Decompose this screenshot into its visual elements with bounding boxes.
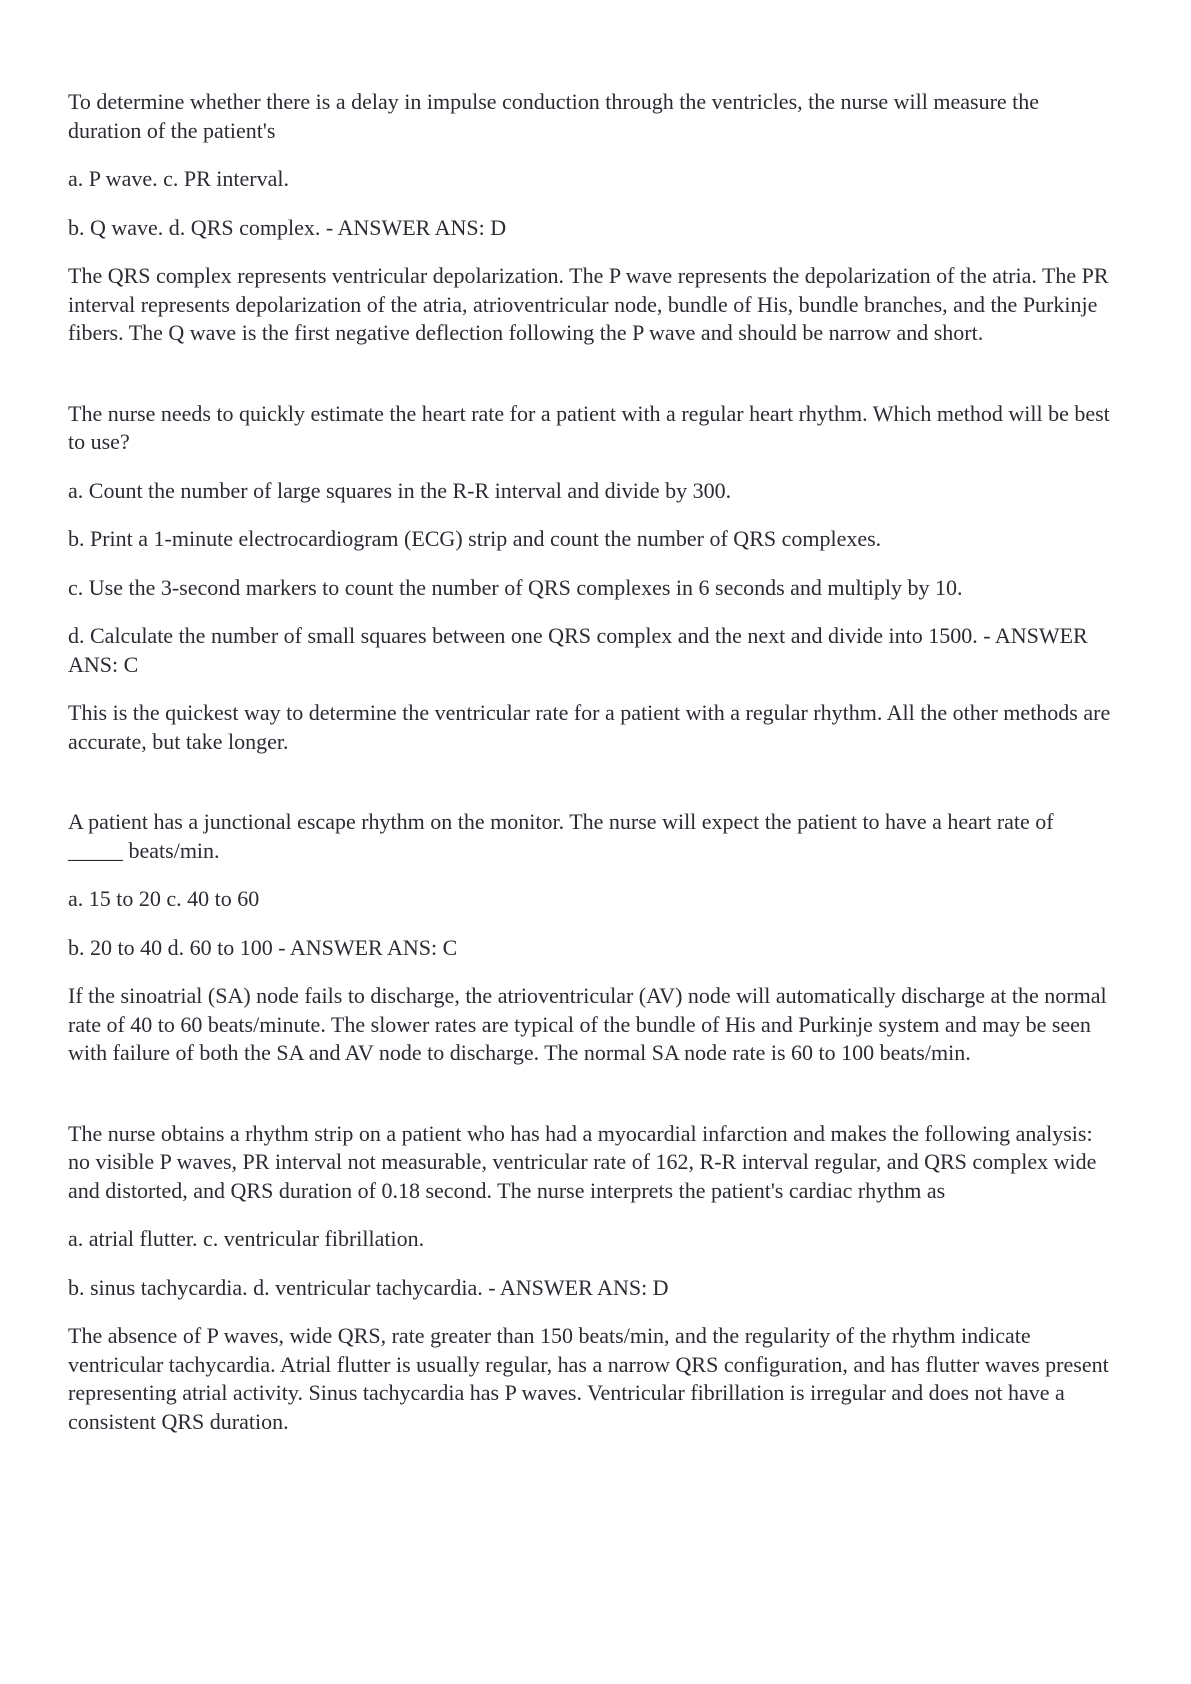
answer-options: b. 20 to 40 d. 60 to 100 - ANSWER ANS: C [68, 934, 458, 960]
rationale-text: This is the quickest way to determine the ventricular rate for a patient with a regular rhythm. All the other methods are accurate, but take longer. [68, 700, 1111, 754]
question-block [68, 88, 1113, 348]
answer-options: b. sinus tachycardia. d. ventricular tachycardia. - ANSWER ANS: D [68, 1274, 669, 1300]
answer-options: b. Q wave. d. QRS complex. - ANSWER ANS: D [68, 214, 507, 240]
question-block [68, 1120, 1113, 1437]
answer-option: b. Print a 1-minute electrocardiogram (ECG) strip and count the number of QRS complexes. [68, 526, 882, 551]
answer-options: a. P wave. c. PR interval. [68, 166, 289, 191]
answer-options: a. 15 to 20 c. 40 to 60 [68, 886, 260, 911]
answer-option: a. Count the number of large squares in the R-R interval and divide by 300. [68, 477, 732, 503]
answer-option: c. Use the 3-second markers to count the number of QRS complexes in 6 seconds and multiply by 10. [68, 574, 963, 600]
question-block [68, 400, 1113, 757]
answer-options: a. atrial flutter. c. ventricular fibrillation. [68, 1226, 425, 1251]
question-block [68, 808, 1113, 1068]
question-text: A patient has a junctional escape rhythm on the monitor. The nurse will expect the patient to have a heart rate of _____ beats/min. [68, 809, 1054, 863]
question-text: The nurse needs to quickly estimate the heart rate for a patient with a regular heart rhythm. Which method will be best to use? [68, 400, 1110, 454]
question-text: To determine whether there is a delay in impulse conduction through the ventricles, the nurse will measure the duration of the patient's [68, 89, 1040, 143]
rationale-text: If the sinoatrial (SA) node fails to discharge, the atrioventricular (AV) node will automatically discharge at the normal rate of 40 to 60 beats/minute. The slower rates are typical of the bundle of His and Purkinje system and may be seen with failure of both the SA and AV node to discharge. The normal SA node rate is 60 to 100 beats/min. [68, 983, 1107, 1065]
answer-option: d. Calculate the number of small squares between one QRS complex and the next and divide into 1500. - ANSWER ANS: C [68, 623, 1088, 677]
rationale-text: The QRS complex represents ventricular depolarization. The P wave represents the depolarization of the atria. The PR interval represents depolarization of the atria, atrioventricular node, bundle of His, bundle branches, and the Purkinje fibers. The Q wave is the first negative deflection following the P wave and should be narrow and short. [68, 263, 1109, 345]
rationale-text: The absence of P waves, wide QRS, rate greater than 150 beats/min, and the regularity of the rhythm indicate ventricular tachycardia. Atrial flutter is usually regular, has a narrow QRS configuration, and has flutter waves present representing atrial activity. Sinus tachycardia has P waves. Ventricular fibrillation is irregular and does not have a consistent QRS duration. [68, 1323, 1109, 1434]
document-body [68, 88, 1113, 1456]
question-text: The nurse obtains a rhythm strip on a patient who has had a myocardial infarction and makes the following analysis: no visible P waves, PR interval not measurable, ventricular rate of 162, R-R interval regular, and QRS complex wide and distorted, and QRS duration of 0.18 second. The nurse interprets the patient's cardiac rhythm as [68, 1120, 1097, 1203]
